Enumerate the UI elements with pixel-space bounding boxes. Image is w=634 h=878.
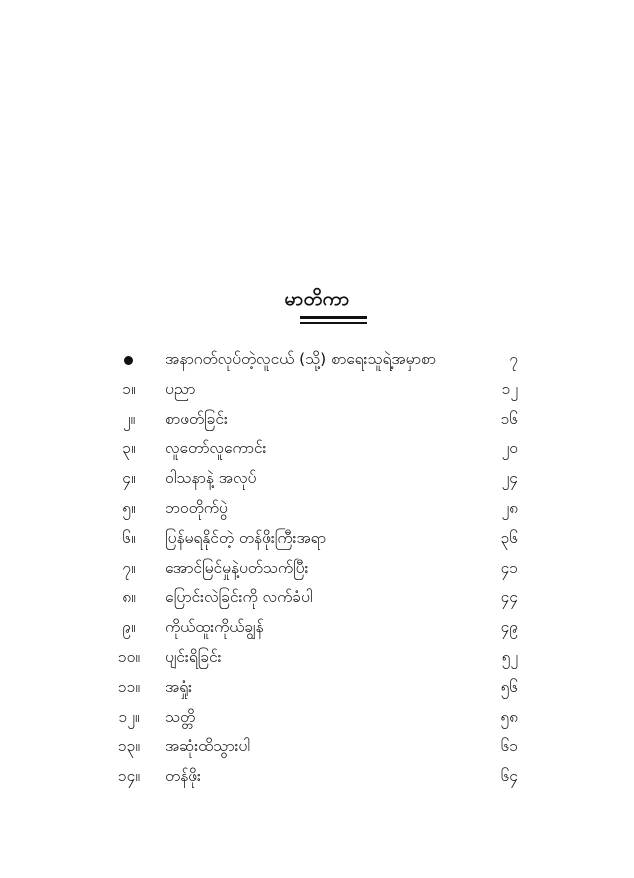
toc-entry[interactable] [0,583,634,613]
toc-entry-title: ဝါသနာနဲ့ အလုပ် [165,469,257,488]
toc-entry[interactable] [0,434,634,464]
toc-entry-page: ၅၆ [500,677,518,696]
toc-entry-page: ၂၄ [501,469,518,488]
toc-entry-title: အဆုံးထိသွားပါ [165,737,250,756]
toc-entry[interactable] [0,494,634,524]
toc-entry-title: သတ္တိ [165,707,196,726]
toc-entry-page: ၅၂ [501,647,518,666]
toc-entry-title: ပျင်းရိခြင်း [165,647,222,666]
toc-entry-number: ၇။ [122,558,136,577]
toc-entry-page: ၄၁ [500,558,518,577]
page-title: မာတိကာ [284,288,350,310]
table-of-contents [0,345,634,792]
toc-entry-title: အရှုံး [165,677,193,696]
toc-entry-number: ၁။ [122,379,136,398]
toc-entry-number: ၅။ [122,498,136,517]
toc-entry-title: ပြန်မရနိုင်တဲ့ တန်ဖိုးကြီးအရာ [165,528,326,547]
toc-entry-number: ၁၄။ [117,767,141,786]
toc-entry[interactable] [0,762,634,792]
toc-entry[interactable] [0,524,634,554]
toc-entry-title: အောင်မြင်မှုနဲ့ပတ်သက်ပြီး [165,558,309,577]
toc-entry-page: ၆၁ [500,737,518,756]
toc-entry[interactable] [0,554,634,584]
toc-entry-page: ၄၄ [500,588,518,607]
toc-entry-number: ၆။ [122,528,136,547]
toc-entry[interactable] [0,703,634,733]
toc-entry-page: ၂၀ [501,439,518,458]
toc-entry-page: ၄၉ [500,618,518,637]
toc-entry-title: တန်ဖိုး [165,767,201,786]
toc-entry-page: ၆၄ [500,767,518,786]
toc-entry-number: ၃။ [122,439,136,458]
toc-entry-number: ၁၁။ [117,677,141,696]
toc-entry-title: ဘဝတိုက်ပွဲ [165,498,228,517]
toc-entry-number: ၈။ [122,588,136,607]
toc-entry-page: ၅၈ [500,707,518,726]
toc-entry-number: ၁၃။ [117,737,141,756]
toc-entry-number: ၁၂။ [118,707,140,726]
toc-entry-number: ၂။ [122,409,136,428]
bullet-icon [124,356,133,365]
toc-entry-page: ၁၂ [501,379,518,398]
title-underline-thick [300,316,367,319]
toc-entry-title: လူတော်လူကောင်း [165,439,267,458]
toc-entry-page: ၁၆ [500,409,518,428]
toc-entry[interactable] [0,375,634,405]
toc-entry-page: ၃၆ [500,528,518,547]
toc-entry[interactable] [0,673,634,703]
toc-entry[interactable] [0,405,634,435]
toc-entry-number: ၁၀။ [117,647,141,666]
toc-entry[interactable] [0,613,634,643]
title-underline-thin [300,322,367,324]
toc-entry-page: ၂၈ [501,498,518,517]
toc-entry-preface[interactable] [0,345,634,375]
toc-entry[interactable] [0,732,634,762]
toc-entry-title: ပညာ [165,379,196,398]
toc-entry-number: ၉။ [122,618,136,637]
toc-entry[interactable] [0,643,634,673]
toc-entry[interactable] [0,464,634,494]
toc-entry-page: ၇ [509,350,518,368]
toc-entry-title: စာဖတ်ခြင်း [165,409,228,428]
toc-entry-title: ပြောင်းလဲခြင်းကို လက်ခံပါ [165,588,313,607]
toc-entry-title: အနာဂတ်လုပ်တဲ့လူငယ် (သို့) စာရေးသူရဲ့အမှာစာ [165,350,436,368]
toc-entry-title: ကိုယ်ထူးကိုယ်ချွန် [165,618,264,637]
toc-entry-number: ၄။ [122,469,136,488]
